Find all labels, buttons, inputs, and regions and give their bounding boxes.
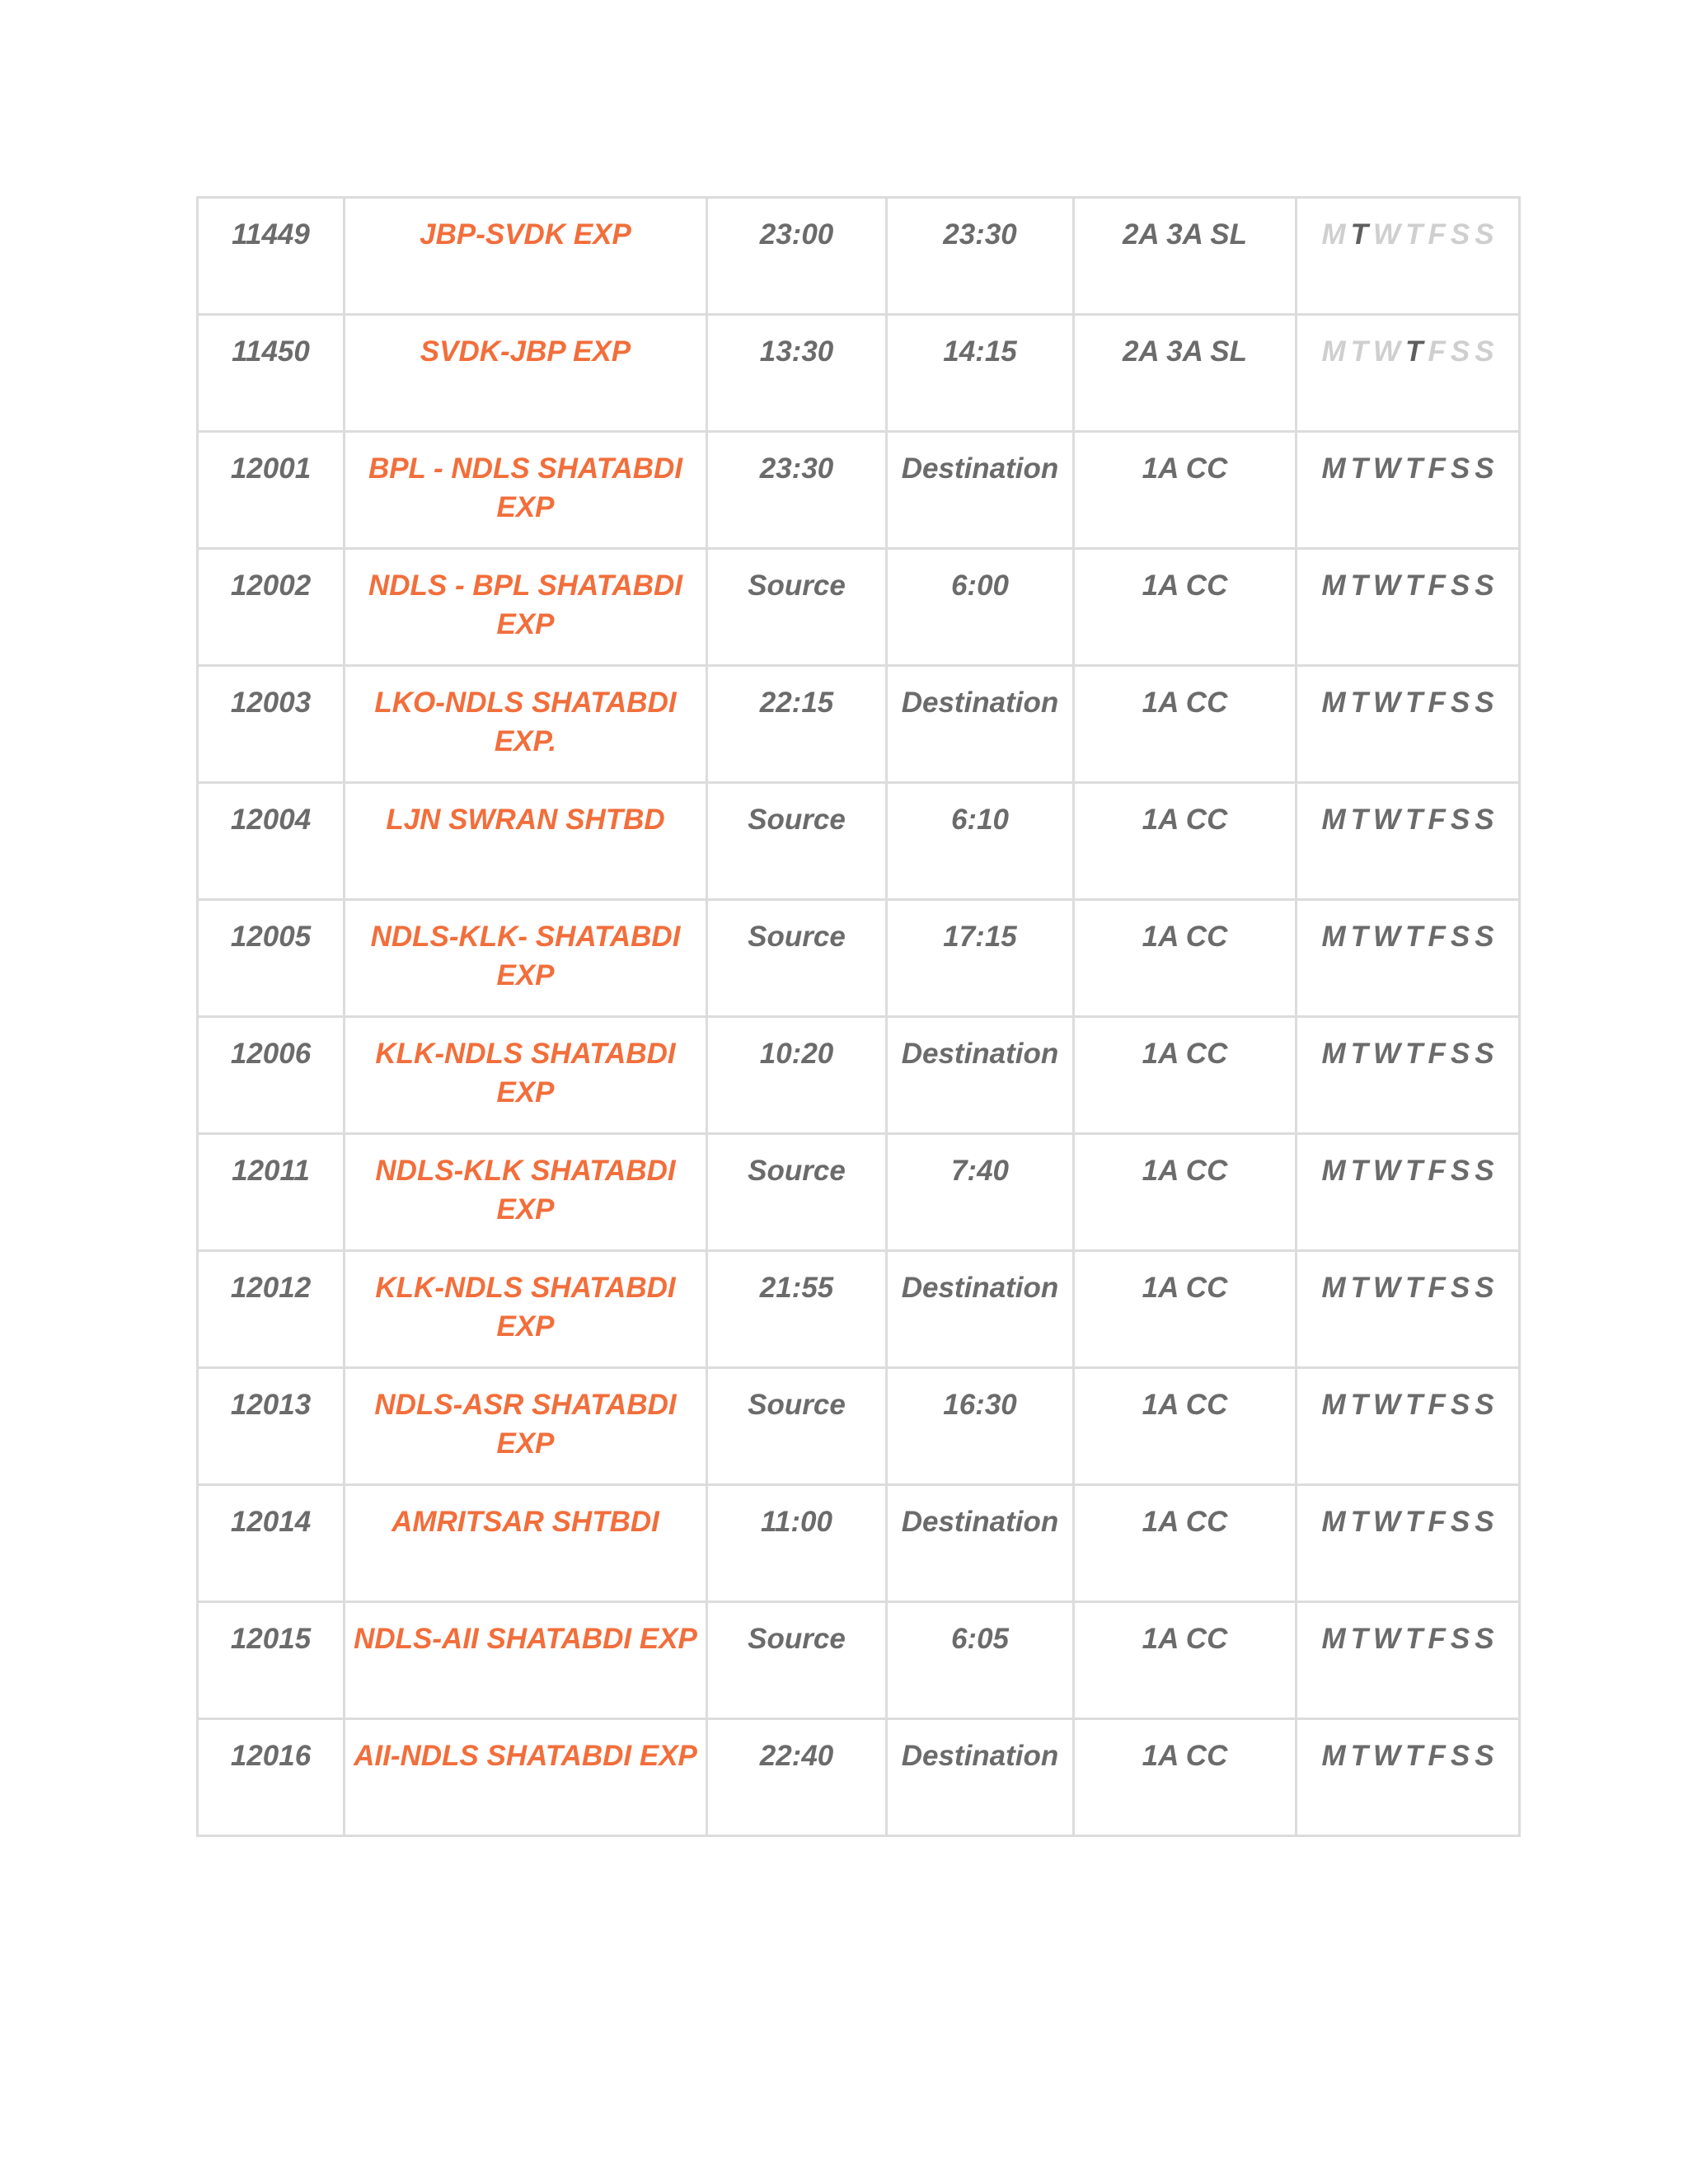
running-days-cell [1296,1602,1520,1719]
arrival-time-cell: Destination [887,666,1074,783]
travel-classes-cell: 1A CC [1074,666,1296,783]
running-day: T [1350,687,1368,719]
running-day: M [1321,1155,1346,1187]
departure-time-cell: 22:40 [707,1719,887,1836]
train-number-cell: 11449 [198,198,345,315]
running-day: T [1405,1272,1423,1304]
train-number-cell: 12012 [198,1251,345,1368]
running-day: S [1475,1038,1494,1070]
running-day: F [1428,1740,1446,1772]
running-day: W [1373,335,1401,368]
running-day: W [1373,1506,1401,1538]
running-day: T [1405,452,1423,485]
running-day: M [1321,804,1346,836]
train-name-link[interactable]: NDLS-AII SHATABDI EXP [345,1602,707,1719]
running-day: S [1475,218,1494,251]
train-name-link[interactable]: SVDK-JBP EXP [345,315,707,432]
travel-classes-cell: 1A CC [1074,900,1296,1017]
running-day: S [1475,569,1494,602]
running-day: M [1321,1272,1346,1304]
train-number-cell: 12016 [198,1719,345,1836]
running-day: F [1428,335,1446,368]
running-day: F [1428,1155,1446,1187]
table-row [198,1602,1520,1719]
running-day: M [1321,1623,1346,1655]
arrival-time-cell: Destination [887,1251,1074,1368]
running-days-cell [1296,783,1520,900]
train-number-cell: 12015 [198,1602,345,1719]
running-day: S [1450,687,1470,719]
running-day: W [1373,569,1401,602]
running-day: S [1450,569,1470,602]
running-days-cell [1296,432,1520,549]
table-row [198,549,1520,666]
running-days-cell [1296,1251,1520,1368]
running-days-cell [1296,1485,1520,1602]
running-day: T [1350,1272,1368,1304]
train-name-link[interactable]: AMRITSAR SHTBDI [345,1485,707,1602]
travel-classes-cell: 1A CC [1074,1134,1296,1251]
running-day: F [1428,218,1446,251]
running-day: T [1350,452,1368,485]
running-day: F [1428,687,1446,719]
arrival-time-cell: 7:40 [887,1134,1074,1251]
travel-classes-cell: 1A CC [1074,432,1296,549]
travel-classes-cell: 1A CC [1074,1719,1296,1836]
table-row [198,1485,1520,1602]
running-day: W [1373,1623,1401,1655]
running-day: S [1450,1155,1470,1187]
running-day: F [1428,1272,1446,1304]
running-day: T [1405,1155,1423,1187]
travel-classes-cell: 1A CC [1074,783,1296,900]
running-days-cell [1296,198,1520,315]
running-day: T [1405,1038,1423,1070]
travel-classes-cell: 1A CC [1074,1485,1296,1602]
running-days-cell [1296,1134,1520,1251]
departure-time-cell: 23:00 [707,198,887,315]
running-day: W [1373,218,1401,251]
departure-time-cell: Source [707,900,887,1017]
train-number-cell: 12001 [198,432,345,549]
running-day: M [1321,687,1346,719]
train-name-link[interactable]: LKO-NDLS SHATABDI EXP. [345,666,707,783]
running-day: S [1450,1272,1470,1304]
train-number-cell: 12004 [198,783,345,900]
running-day: T [1350,921,1368,953]
running-day: T [1350,218,1368,251]
train-name-link[interactable]: KLK-NDLS SHATABDI EXP [345,1017,707,1134]
running-day: W [1373,452,1401,485]
running-day: F [1428,1623,1446,1655]
running-day: W [1373,804,1401,836]
running-day: S [1475,1155,1494,1187]
train-number-cell: 12003 [198,666,345,783]
arrival-time-cell: 23:30 [887,198,1074,315]
running-day: T [1350,1623,1368,1655]
running-days-cell [1296,666,1520,783]
train-number-cell: 12014 [198,1485,345,1602]
departure-time-cell: Source [707,1602,887,1719]
running-day: S [1475,1389,1494,1421]
table-row [198,198,1520,315]
running-day: T [1350,1038,1368,1070]
running-day: S [1450,921,1470,953]
running-day: T [1405,1389,1423,1421]
running-day: T [1350,335,1368,368]
running-day: W [1373,1038,1401,1070]
table-row [198,1134,1520,1251]
running-days-cell [1296,1719,1520,1836]
running-day: T [1405,1506,1423,1538]
table-row [198,1719,1520,1836]
departure-time-cell: 11:00 [707,1485,887,1602]
running-day: W [1373,1272,1401,1304]
departure-time-cell: Source [707,549,887,666]
running-day: W [1373,1740,1401,1772]
departure-time-cell: 23:30 [707,432,887,549]
running-day: T [1405,1740,1423,1772]
running-day: T [1350,1506,1368,1538]
departure-time-cell: Source [707,783,887,900]
train-name-link[interactable]: LJN SWRAN SHTBD [345,783,707,900]
train-name-link[interactable]: NDLS-ASR SHATABDI EXP [345,1368,707,1485]
departure-time-cell: 22:15 [707,666,887,783]
running-day: F [1428,452,1446,485]
travel-classes-cell: 1A CC [1074,1602,1296,1719]
running-day: M [1321,1506,1346,1538]
train-number-cell: 12013 [198,1368,345,1485]
departure-time-cell: 21:55 [707,1251,887,1368]
arrival-time-cell: Destination [887,1485,1074,1602]
table-row [198,1251,1520,1368]
table-row [198,432,1520,549]
running-day: M [1321,335,1346,368]
travel-classes-cell: 1A CC [1074,549,1296,666]
running-day: T [1350,1155,1368,1187]
table-row [198,1368,1520,1485]
running-day: T [1405,569,1423,602]
running-day: M [1321,1038,1346,1070]
running-day: S [1475,687,1494,719]
arrival-time-cell: 6:00 [887,549,1074,666]
running-day: S [1475,1740,1494,1772]
train-name-link[interactable]: NDLS-KLK- SHATABDI EXP [345,900,707,1017]
running-day: M [1321,569,1346,602]
train-number-cell: 11450 [198,315,345,432]
running-day: M [1321,218,1346,251]
running-day: F [1428,1389,1446,1421]
running-day: T [1405,804,1423,836]
train-schedule-table [196,196,1521,1837]
departure-time-cell: Source [707,1134,887,1251]
arrival-time-cell: 14:15 [887,315,1074,432]
travel-classes-cell: 1A CC [1074,1368,1296,1485]
running-day: F [1428,1038,1446,1070]
running-day: W [1373,1389,1401,1421]
running-day: T [1405,921,1423,953]
arrival-time-cell: 6:05 [887,1602,1074,1719]
running-day: S [1450,335,1470,368]
travel-classes-cell: 1A CC [1074,1017,1296,1134]
train-name-link[interactable]: KLK-NDLS SHATABDI EXP [345,1251,707,1368]
running-days-cell [1296,549,1520,666]
train-name-link[interactable]: JBP-SVDK EXP [345,198,707,315]
train-number-cell: 12005 [198,900,345,1017]
running-day: M [1321,921,1346,953]
running-day: W [1373,1155,1401,1187]
running-day: S [1475,1272,1494,1304]
arrival-time-cell: 6:10 [887,783,1074,900]
train-name-link[interactable]: NDLS-KLK SHATABDI EXP [345,1134,707,1251]
table-row [198,666,1520,783]
running-day: S [1450,1038,1470,1070]
running-day: T [1405,687,1423,719]
train-number-cell: 12002 [198,549,345,666]
running-day: M [1321,452,1346,485]
train-name-link[interactable]: NDLS - BPL SHATABDI EXP [345,549,707,666]
train-name-link[interactable]: AII-NDLS SHATABDI EXP [345,1719,707,1836]
running-day: T [1350,1740,1368,1772]
running-day: S [1450,1740,1470,1772]
arrival-time-cell: Destination [887,432,1074,549]
running-day: M [1321,1389,1346,1421]
running-day: S [1475,452,1494,485]
running-day: T [1350,804,1368,836]
running-day: S [1475,1506,1494,1538]
travel-classes-cell: 2A 3A SL [1074,315,1296,432]
running-day: T [1405,218,1423,251]
running-days-cell [1296,315,1520,432]
running-day: S [1450,218,1470,251]
running-day: S [1450,452,1470,485]
running-day: T [1350,1389,1368,1421]
running-day: S [1450,1389,1470,1421]
departure-time-cell: 10:20 [707,1017,887,1134]
running-day: W [1373,687,1401,719]
table-row [198,1017,1520,1134]
departure-time-cell: Source [707,1368,887,1485]
running-day: W [1373,921,1401,953]
train-name-link[interactable]: BPL - NDLS SHATABDI EXP [345,432,707,549]
running-day: S [1475,1623,1494,1655]
running-day: F [1428,921,1446,953]
running-day: F [1428,1506,1446,1538]
running-day: T [1405,1623,1423,1655]
running-days-cell [1296,900,1520,1017]
running-day: T [1350,569,1368,602]
running-day: S [1475,335,1494,368]
running-days-cell [1296,1368,1520,1485]
train-number-cell: 12011 [198,1134,345,1251]
table-row [198,315,1520,432]
departure-time-cell: 13:30 [707,315,887,432]
arrival-time-cell: 16:30 [887,1368,1074,1485]
travel-classes-cell: 1A CC [1074,1251,1296,1368]
running-day: T [1405,335,1423,368]
running-day: M [1321,1740,1346,1772]
running-day: S [1475,921,1494,953]
running-day: F [1428,804,1446,836]
running-day: S [1450,1623,1470,1655]
running-day: S [1450,804,1470,836]
running-day: S [1475,804,1494,836]
running-day: S [1450,1506,1470,1538]
table-row [198,900,1520,1017]
arrival-time-cell: 17:15 [887,900,1074,1017]
train-schedule-body [198,198,1520,1836]
train-number-cell: 12006 [198,1017,345,1134]
running-day: F [1428,569,1446,602]
travel-classes-cell: 2A 3A SL [1074,198,1296,315]
arrival-time-cell: Destination [887,1017,1074,1134]
running-days-cell [1296,1017,1520,1134]
table-row [198,783,1520,900]
arrival-time-cell: Destination [887,1719,1074,1836]
